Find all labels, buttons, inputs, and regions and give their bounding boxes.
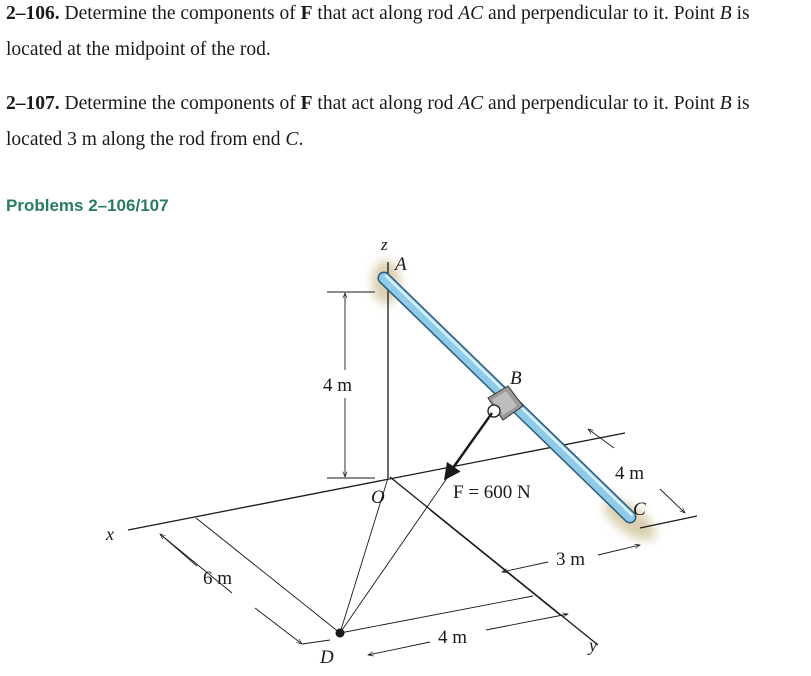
- rod-name: AC: [458, 3, 484, 24]
- vector-f: F: [300, 3, 313, 24]
- label-dim-3: 3 m: [556, 549, 586, 570]
- rod-name: AC: [458, 93, 484, 114]
- problem-2-107: [6, 86, 806, 158]
- label-force: F = 600 N: [453, 482, 531, 503]
- label-z: z: [381, 235, 388, 254]
- problem-text: is located at the midpoint of the rod.: [6, 3, 750, 60]
- label-o: O: [371, 487, 385, 508]
- problem-text: and perpendicular to it. Point: [483, 93, 720, 114]
- problem-2-106: [6, 0, 806, 68]
- label-height: 4 m: [323, 375, 353, 396]
- problem-text: that act along rod: [312, 3, 459, 24]
- label-x: x: [106, 524, 114, 544]
- label-dim-c: 4 m: [615, 463, 645, 484]
- point-name: B: [719, 93, 732, 114]
- point-name: C: [285, 129, 299, 150]
- label-b: B: [510, 368, 522, 389]
- dimension-6m: [160, 534, 330, 644]
- problem-text: and perpendicular to it. Point: [483, 3, 720, 24]
- problem-text: that act along rod: [312, 93, 459, 114]
- figure-caption: Problems 2–106/107: [6, 196, 169, 215]
- problem-text: Determine the components of: [64, 93, 301, 114]
- problem-text: Determine the components of: [64, 3, 301, 24]
- problem-number: 2–107.: [6, 93, 60, 114]
- problem-text: .: [298, 129, 304, 150]
- point-d: [336, 629, 345, 638]
- label-dim-d: 4 m: [438, 627, 468, 648]
- force-arrow: [445, 413, 492, 479]
- label-y: y: [589, 635, 597, 655]
- point-name: B: [719, 3, 732, 24]
- construction-lines: [196, 413, 560, 633]
- label-dim-6: 6 m: [203, 568, 233, 589]
- mechanics-figure: [0, 215, 811, 676]
- label-c: C: [633, 499, 646, 520]
- label-d: D: [320, 647, 334, 668]
- label-a: A: [395, 254, 407, 275]
- problem-number: 2–106.: [6, 3, 60, 24]
- dimension-4m-d: [368, 614, 568, 655]
- problem-text: is located 3 m along the rod from end: [6, 93, 750, 150]
- vector-f: F: [300, 93, 313, 114]
